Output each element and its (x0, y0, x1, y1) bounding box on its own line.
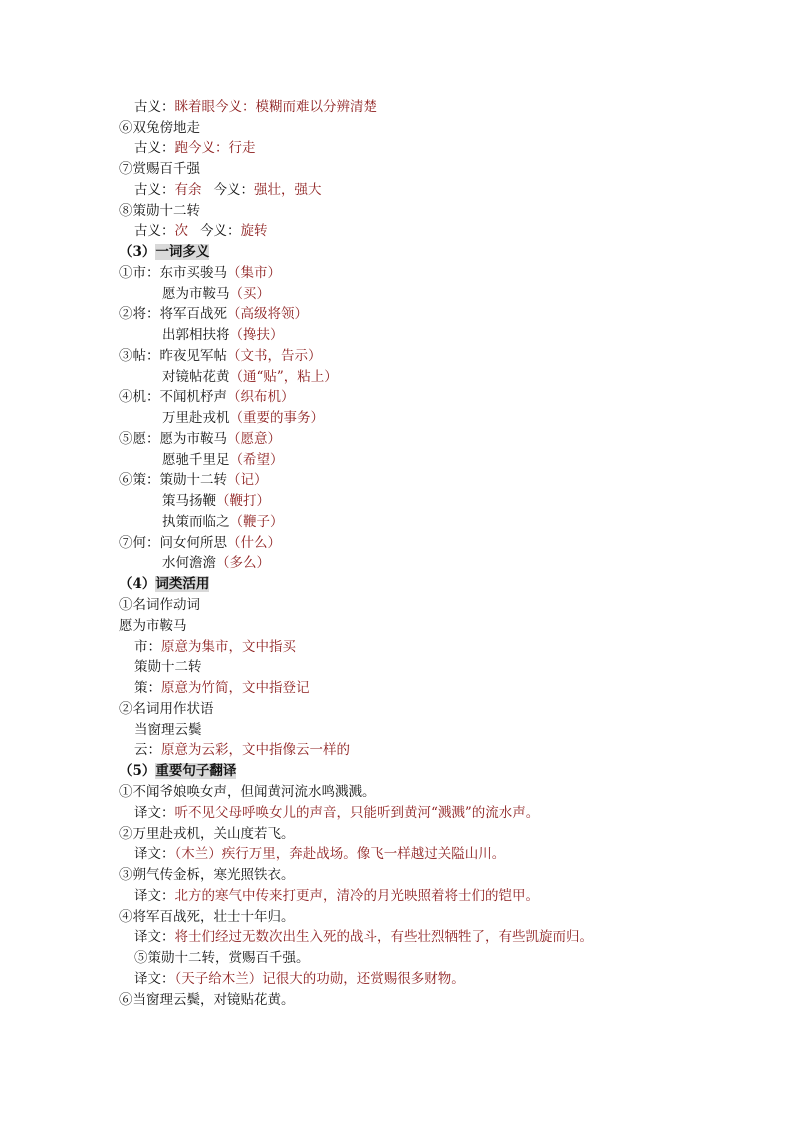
polysemy-answer: （记） (227, 472, 268, 488)
item7-sentence: ⑦赏赐百千强 (119, 161, 200, 177)
gu-meaning: 有余 (174, 182, 202, 198)
translation-content: 北方的寒气中传来打更声，清冷的月光映照着将士们的铠甲。 (174, 888, 539, 904)
section-number: （3） (119, 244, 156, 260)
translation-text (134, 845, 505, 863)
polysemy-answer: （什么） (227, 535, 281, 551)
section-number: （4） (119, 576, 156, 592)
translation-sentence: ①不闻爷娘唤女声，但闻黄河流水鸣溅溅。 (119, 784, 376, 800)
polysemy-sentence: 水何澹澹 (162, 555, 216, 571)
translation-text (134, 928, 593, 946)
polysemy-sentence: 策马扬鞭 (162, 493, 216, 509)
polysemy-answer: （织布机） (227, 389, 295, 405)
section-title: 重要句子翻译 (155, 763, 237, 779)
polysemy-sentence: 策勋十二转 (159, 472, 227, 488)
translation-label: 译文： (134, 971, 175, 987)
polysemy-head: ⑦何： (119, 535, 160, 551)
polysemy-answer: （通“贴”，粘上） (229, 369, 338, 385)
explanation-label: 策： (134, 680, 161, 696)
usage-example: 策勋十二转 (134, 659, 202, 675)
polysemy-head: ①市： (119, 265, 160, 281)
polysemy-row (162, 513, 284, 531)
polysemy-sentence: 愿为市鞍马 (159, 431, 227, 447)
usage-explanation (134, 741, 350, 759)
polysemy-sentence: 愿驰千里足 (162, 452, 230, 468)
polysemy-answer: （文书，告示） (227, 348, 322, 364)
gu-label: 古义： (134, 223, 175, 239)
polysemy-row (119, 471, 268, 489)
item5-meaning (134, 98, 377, 116)
translation-sentence: ④将军百战死，壮士十年归。 (119, 909, 295, 925)
translation-text (134, 804, 539, 822)
section-number: （5） (119, 763, 156, 779)
explanation-label: 云： (134, 742, 161, 758)
jin-meaning: 行走 (228, 140, 256, 156)
gu-label: 古义： (134, 140, 175, 156)
polysemy-row (162, 285, 270, 303)
polysemy-answer: （多么） (216, 555, 270, 571)
polysemy-answer: （买） (229, 286, 270, 302)
polysemy-head: ④机： (119, 389, 160, 405)
explanation-text: 原意为云彩，文中指像云一样的 (161, 742, 350, 758)
polysemy-sentence: 问女何所思 (159, 535, 227, 551)
gu-meaning: 跑 (174, 140, 188, 156)
translation-sentence: ③朔气传金柝，寒光照铁衣。 (119, 867, 295, 883)
polysemy-sentence: 将军百战死 (159, 306, 227, 322)
polysemy-row (162, 451, 284, 469)
section3-heading (119, 243, 209, 261)
translation-content: 听不见父母呼唤女儿的声音，只能听到黄河“溅溅”的流水声。 (174, 805, 540, 821)
polysemy-answer: （鞭打） (216, 493, 270, 509)
polysemy-sentence: 万里赴戎机 (162, 410, 230, 426)
item6-meaning (134, 139, 256, 157)
polysemy-row (119, 430, 281, 448)
translation-text (134, 970, 465, 988)
translation-text (134, 887, 539, 905)
translation-label: 译文： (134, 888, 175, 904)
gu-label: 古义： (134, 99, 175, 115)
section-title: 词类活用 (155, 576, 210, 592)
polysemy-answer: （愿意） (227, 431, 281, 447)
polysemy-row (119, 534, 281, 552)
polysemy-head: ⑥策： (119, 472, 160, 488)
polysemy-row (162, 492, 270, 510)
polysemy-sentence: 不闻机杼声 (159, 389, 227, 405)
item8-meaning (134, 222, 268, 240)
item8-sentence: ⑧策勋十二转 (119, 203, 200, 219)
polysemy-sentence: 出郭相扶将 (162, 327, 230, 343)
jin-meaning: 强壮，强大 (254, 182, 322, 198)
usage-subheading: ①名词作动词 (119, 597, 200, 613)
jin-label: 今义： (200, 223, 241, 239)
polysemy-answer: （希望） (229, 452, 284, 468)
translation-label: 译文： (134, 846, 175, 862)
gu-meaning: 次 (174, 223, 188, 239)
polysemy-row (119, 264, 281, 282)
usage-explanation (134, 679, 310, 697)
translation-content: （木兰）疾行万里，奔赴战场。像飞一样越过关隘山川。 (174, 846, 506, 862)
polysemy-answer: （高级将领） (227, 306, 308, 322)
polysemy-answer: （搀扶） (229, 327, 284, 343)
item6-sentence: ⑥双兔傍地走 (119, 120, 200, 136)
polysemy-row (119, 305, 308, 323)
section5-heading (119, 762, 236, 780)
polysemy-answer: （鞭子） (229, 514, 284, 530)
translation-sentence: ⑤策勋十二转，赏赐百千强。 (134, 950, 310, 966)
polysemy-answer: （重要的事务） (229, 410, 324, 426)
usage-example: 愿为市鞍马 (119, 618, 187, 634)
section-title: 一词多义 (155, 244, 210, 260)
polysemy-sentence: 昨夜见军帖 (159, 348, 227, 364)
translation-sentence: ②万里赴戎机，关山度若飞。 (119, 826, 295, 842)
explanation-label: 市： (134, 639, 161, 655)
polysemy-sentence: 执策而临之 (162, 514, 230, 530)
usage-subheading: ②名词用作状语 (119, 701, 214, 717)
translation-sentence: ⑥当窗理云鬓，对镜贴花黄。 (119, 992, 295, 1008)
item7-meaning (134, 181, 322, 199)
polysemy-head: ⑤愿： (119, 431, 160, 447)
jin-meaning: 旋转 (240, 223, 268, 239)
polysemy-answer: （集市） (227, 265, 281, 281)
translation-label: 译文： (134, 805, 175, 821)
polysemy-row (162, 554, 270, 572)
usage-explanation (134, 638, 296, 656)
polysemy-row (162, 368, 338, 386)
jin-label: 今义： (213, 182, 254, 198)
translation-content: （天子给木兰）记很大的功勋，还赏赐很多财物。 (174, 971, 465, 987)
polysemy-sentence: 东市买骏马 (159, 265, 227, 281)
polysemy-row (162, 326, 284, 344)
jin-label: 今义： (188, 140, 229, 156)
polysemy-sentence: 对镜帖花黄 (162, 369, 230, 385)
explanation-text: 原意为集市，文中指买 (161, 639, 296, 655)
polysemy-row (162, 409, 324, 427)
translation-label: 译文： (134, 929, 175, 945)
gu-meaning: 眯着眼 (174, 99, 215, 115)
polysemy-head: ②将： (119, 306, 160, 322)
section4-heading (119, 575, 209, 593)
polysemy-head: ③帖： (119, 348, 160, 364)
jin-label: 今义： (215, 99, 256, 115)
jin-meaning: 模糊而难以分辨清楚 (255, 99, 377, 115)
gu-label: 古义： (134, 182, 175, 198)
polysemy-sentence: 愿为市鞍马 (162, 286, 230, 302)
explanation-text: 原意为竹简，文中指登记 (161, 680, 310, 696)
polysemy-row (119, 347, 322, 365)
polysemy-row (119, 388, 295, 406)
translation-content: 将士们经过无数次出生入死的战斗，有些壮烈牺牲了，有些凯旋而归。 (174, 929, 593, 945)
usage-example: 当窗理云鬓 (134, 722, 202, 738)
